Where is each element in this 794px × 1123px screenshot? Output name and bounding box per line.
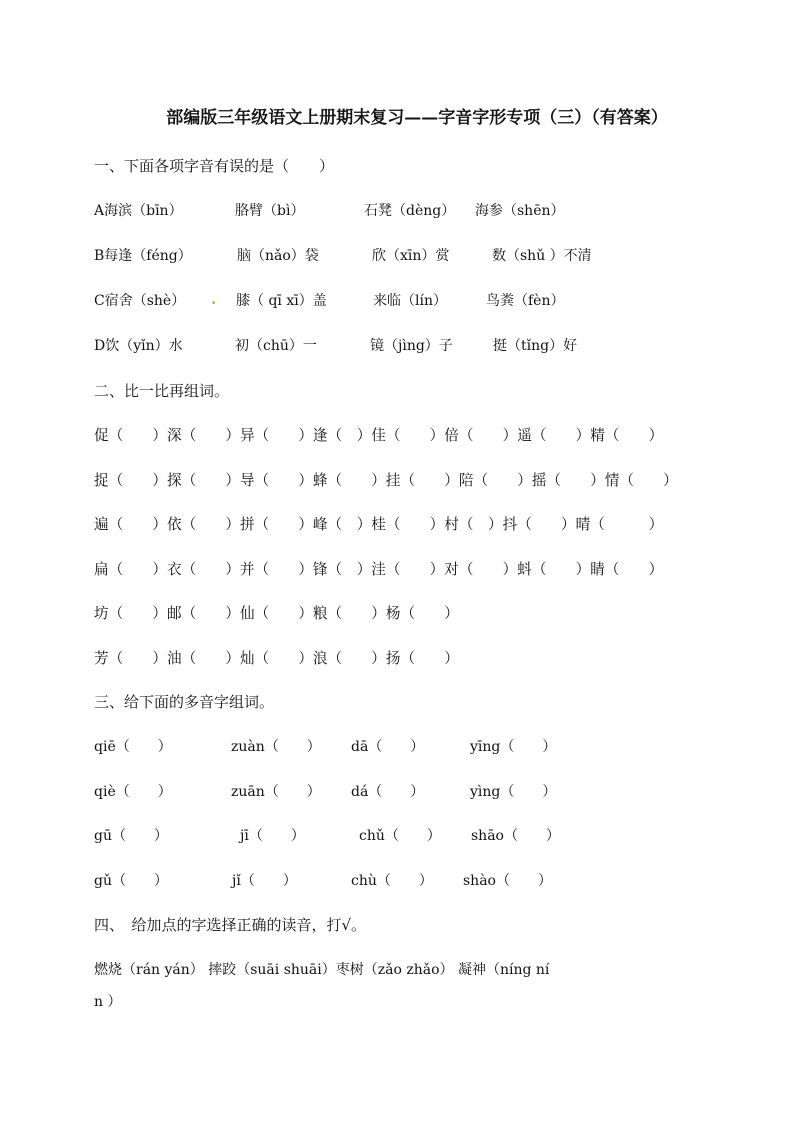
s2-row: 坊（ ）邮（ ）仙（ ）粮（ ）杨（ ） (94, 605, 459, 622)
s3-cell: gū（ ） (94, 828, 168, 844)
s1-row-b-item: 欣（xīn）赏 (372, 248, 450, 264)
s4-line: 燃烧（rán yán） 摔跤（suāi shuāi）枣树（zǎo zhǎo） 凝神（níng ní (94, 962, 550, 978)
s1-row-a-item: 海参（shēn） (475, 203, 565, 219)
s3-cell: jǐ（ ） (232, 873, 297, 889)
s3-cell: gǔ（ ） (94, 873, 168, 889)
s3-cell: qiē（ ） (94, 739, 172, 755)
s3-cell: qiè（ ） (94, 784, 172, 800)
s1-row-d-item: 初（chū）一 (235, 338, 317, 354)
s2-row: 芳（ ）油（ ）灿（ ）浪（ ）扬（ ） (94, 650, 459, 667)
s1-row-c-item: 来临（lín） (373, 293, 447, 309)
s1-row-c-item: 膝（ qī xī）盖 (236, 293, 327, 309)
s3-cell: dā（ ） (351, 739, 425, 755)
s1-row-c-item: 鸟粪（fèn） (486, 293, 565, 309)
s3-cell: yīng（ ） (470, 739, 557, 755)
s3-cell: zuān（ ） (231, 784, 321, 800)
s3-cell: jī（ ） (240, 828, 305, 844)
s2-row: 促（ ）深（ ）异（ ）逢（ ）佳（ ）倍（ ）遥（ ）精（ ） (94, 427, 664, 444)
s1-row-d-item: 挺（tǐng）好 (493, 338, 578, 354)
section1-heading: 一、下面各项字音有误的是（ ） (94, 157, 335, 175)
s1-row-d-item: 镜（jìng）子 (370, 338, 453, 354)
s1-row-d-label: D饮（yǐn）水 (94, 338, 183, 354)
s1-row-a-item: 石凳（dèng） (364, 203, 456, 219)
s1-row-c-label: C宿舍（shè） (94, 293, 186, 309)
s1-row-b-item: 脑（nǎo）袋 (237, 248, 319, 264)
s3-cell: chǔ（ ） (359, 828, 441, 844)
s1-row-a-item: 胳臂（bì） (235, 203, 305, 219)
section3-heading: 三、给下面的多音字组词。 (94, 693, 275, 711)
s1-row-a-label: A海滨（bīn） (94, 203, 183, 219)
s2-row: 捉（ ）探（ ）导（ ）蜂（ ）挂（ ）陪（ ）摇（ ）情（ ） (94, 472, 678, 489)
s3-cell: zuàn（ ） (231, 739, 321, 755)
s3-cell: shāo（ ） (471, 828, 560, 844)
s2-row: 遍（ ）依（ ）拼（ ）峰（ ）桂（ ）村（ ）抖（ ）晴（ ） (94, 516, 664, 533)
s1-row-b-label: B每逢（féng） (94, 248, 192, 264)
s3-cell: shào（ ） (463, 873, 552, 889)
s4-line: n ） (94, 994, 122, 1010)
s2-row: 扁（ ）衣（ ）并（ ）锋（ ）洼（ ）对（ ）蚪（ ）睛（ ） (94, 561, 664, 578)
emphasis-dot-icon: . (211, 290, 217, 308)
s3-cell: yìng（ ） (470, 784, 557, 800)
s3-cell: dá（ ） (351, 784, 425, 800)
s3-cell: chù（ ） (351, 873, 433, 889)
page-title: 部编版三年级语文上册期末复习——字音字形专项（三）（有答案） (166, 108, 668, 128)
section4-heading: 四、 给加点的字选择正确的读音，打√。 (94, 916, 367, 934)
s1-row-b-item: 数（shǔ ）不清 (492, 248, 592, 264)
section2-heading: 二、比一比再组词。 (94, 382, 230, 400)
